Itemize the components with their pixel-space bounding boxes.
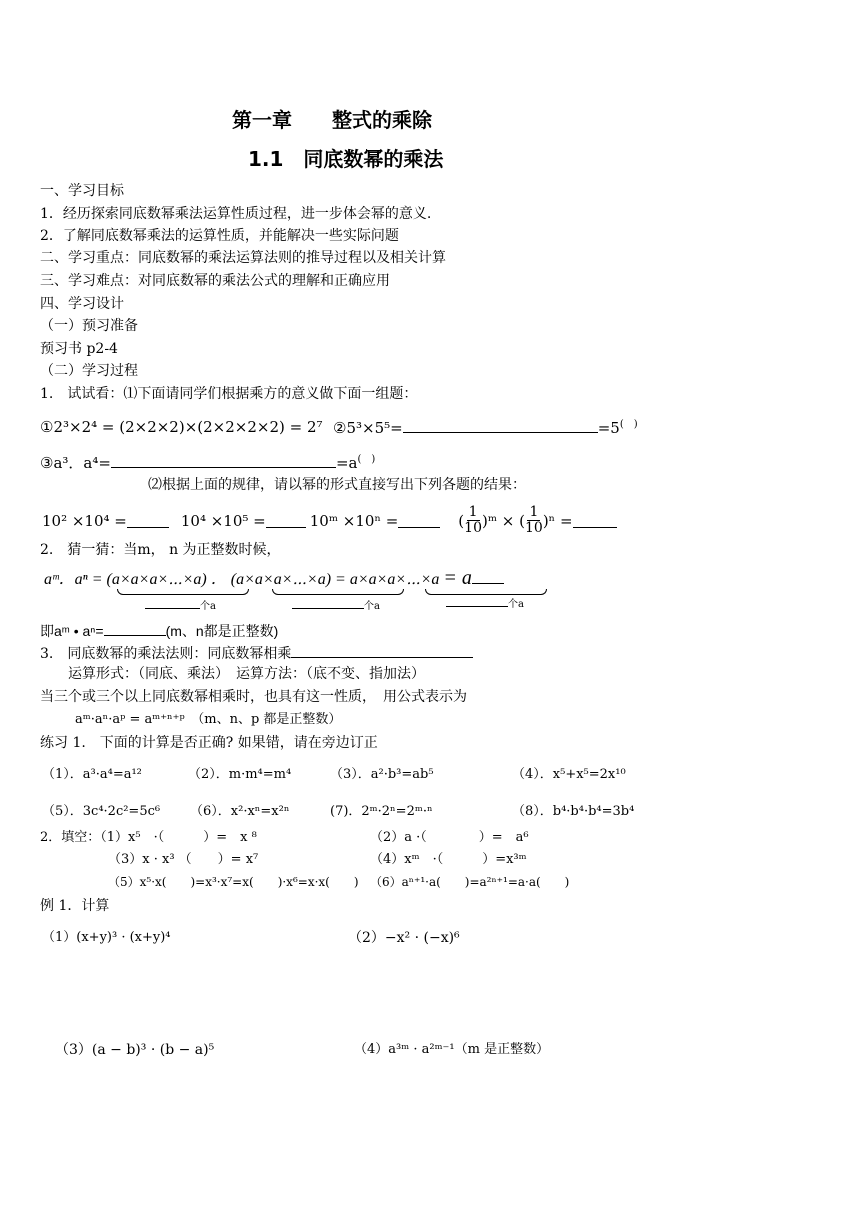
p2-d-end: )ⁿ = bbox=[542, 511, 573, 530]
frac-num: 1 bbox=[468, 504, 478, 520]
guess-formula bbox=[44, 566, 504, 590]
fill-6: （6）aⁿ⁺¹·a( )=a²ⁿ⁺¹=a·a( ) bbox=[370, 875, 570, 889]
fill-3: （3）x · x³ （ ）= x⁷ bbox=[108, 852, 259, 867]
brace-1 bbox=[117, 589, 249, 595]
key-point: 二、学习重点：同底数幂的乘法运算法则的推导过程以及相关计算 bbox=[40, 250, 446, 266]
practice-title: 练习 1. 下面的计算是否正确? 如果错，请在旁边订正 bbox=[40, 735, 378, 751]
frac-den: 10 bbox=[464, 520, 482, 537]
practice-item: （6）．x²·xⁿ=x²ⁿ bbox=[190, 804, 290, 819]
difficulty: 三、学习难点：对同底数幂的乘法公式的理解和正确应用 bbox=[40, 273, 390, 289]
part2-instruction: ⑵根据上面的规律，请以幂的形式直接写出下列各题的结果： bbox=[148, 477, 526, 493]
ex1-b-text: ②5³×5⁵= bbox=[333, 419, 403, 437]
brace-label-3 bbox=[446, 596, 524, 611]
p2-row bbox=[42, 505, 617, 537]
so-line bbox=[40, 621, 278, 640]
p2-a-blank[interactable] bbox=[127, 513, 169, 528]
brace-2 bbox=[272, 589, 404, 595]
brace-blank-2[interactable] bbox=[292, 598, 364, 609]
practice-item: (7)．2ᵐ·2ⁿ=2ᵐ·ⁿ bbox=[330, 804, 433, 819]
so-line-cond: (m、n都是正整数) bbox=[165, 623, 279, 639]
practice-item: （1）．a³·a⁴=a¹² bbox=[42, 767, 142, 782]
ex1-b-end: =5 bbox=[597, 419, 620, 437]
brace-label-text: 个a bbox=[200, 601, 216, 612]
guess-result: = a bbox=[443, 567, 472, 589]
example-4: （4）a³ᵐ · a²ᵐ⁻¹（m 是正整数） bbox=[354, 1042, 550, 1057]
objective-2: 2．了解同底数幂乘法的运算性质，并能解决一些实际问题 bbox=[40, 228, 399, 244]
guess-group-2: (a×a×a×⋯×a) bbox=[230, 571, 332, 588]
example-3: （3）(a − b)³ · (b − a)⁵ bbox=[55, 1042, 215, 1058]
brace-label-text: 个a bbox=[508, 599, 524, 610]
objective-1: 1．经历探索同底数幂乘法运算性质过程，进一步体会幂的意义. bbox=[40, 206, 432, 222]
practice-item: （2）．m·m⁴=m⁴ bbox=[188, 767, 292, 782]
p2-b-blank[interactable] bbox=[266, 513, 306, 528]
guess-dot: ． bbox=[210, 571, 227, 588]
heading-process: （二）学习过程 bbox=[40, 363, 138, 379]
heading-design: 四、学习设计 bbox=[40, 296, 124, 312]
ex1-b-blank[interactable] bbox=[403, 418, 598, 433]
practice-item: （4）．x⁵+x⁵=2x¹⁰ bbox=[512, 767, 626, 782]
p2-d-open: ( bbox=[458, 511, 465, 530]
example-title: 例 1．计算 bbox=[40, 898, 110, 914]
heading-preview: （一）预习准备 bbox=[40, 318, 138, 334]
ex1-c-blank[interactable] bbox=[111, 453, 336, 468]
brace-label-2 bbox=[292, 598, 380, 613]
guess-heading: 2. 猜一猜：当m， n 为正整数时候， bbox=[40, 542, 281, 558]
example-1: （1）(x+y)³ · (x+y)⁴ bbox=[42, 930, 171, 945]
p2-c-blank[interactable] bbox=[398, 513, 440, 528]
practice-item: （8）．b⁴·b⁴·b⁴=3b⁴ bbox=[512, 804, 635, 819]
ex1-c: ③a³．a⁴= =a( ) bbox=[40, 454, 376, 472]
fill-1: 2．填空：（1）x⁵ ·（ ）= x ⁸ bbox=[40, 830, 257, 845]
p2-b: 10⁴ ×10⁵ = bbox=[180, 511, 266, 530]
guess-group-1: (a×a×a×⋯×a) bbox=[106, 571, 207, 588]
chapter-title: 第一章 整式的乘除 bbox=[232, 108, 432, 132]
practice-item: （3）．a²·b³=ab⁵ bbox=[330, 767, 434, 782]
rule-form: 运算形式：（同底、乘法） 运算方法：（底不变、指加法） bbox=[68, 666, 425, 682]
try-it: 1. 试试看：⑴下面请同学们根据乘方的意义做下面一组题： bbox=[40, 386, 418, 402]
so-line-text: 即aᵐ • aⁿ= bbox=[40, 623, 104, 639]
p2-d-blank[interactable] bbox=[573, 513, 617, 528]
p2-c: 10ᵐ ×10ⁿ = bbox=[309, 511, 399, 530]
guess-exponent-blank[interactable] bbox=[472, 573, 504, 584]
ex1-c-text: ③a³．a⁴= bbox=[40, 454, 111, 472]
p2-fraction-1 bbox=[464, 505, 482, 537]
brace-label-1 bbox=[145, 598, 216, 613]
practice-item: （5）．3c⁴·2c²=5c⁶ bbox=[42, 804, 161, 819]
rule-text: 3. 同底数幂的乘法法则：同底数幂相乘 bbox=[40, 646, 292, 662]
fill-2: （2）a ·（ ）= a⁶ bbox=[370, 830, 529, 845]
guess-left: aᵐ．aⁿ = bbox=[44, 571, 103, 588]
fill-5: （5）x⁵·x( )=x³·x⁷=x( )·x⁶=x·x( ) bbox=[108, 875, 359, 889]
guess-equals: = bbox=[335, 571, 346, 588]
rule-line bbox=[40, 643, 473, 663]
frac-num: 1 bbox=[529, 504, 539, 520]
brace-label-text: 个a bbox=[364, 601, 380, 612]
example-2: （2）−x² · (−x)⁶ bbox=[348, 930, 460, 946]
p2-fraction-2 bbox=[525, 505, 543, 537]
brace-blank-3[interactable] bbox=[446, 596, 508, 607]
brace-3 bbox=[425, 589, 547, 595]
ex1-a: ①2³×2⁴ = (2×2×2)×(2×2×2×2) = 2⁷ bbox=[40, 418, 323, 436]
brace-blank-1[interactable] bbox=[145, 598, 200, 609]
rule-blank[interactable] bbox=[291, 643, 473, 658]
rule-three: 当三个或三个以上同底数幂相乘时，也具有这一性质， 用公式表示为 bbox=[40, 689, 467, 705]
preview-pages: 预习书 p2-4 bbox=[40, 341, 118, 357]
rule-formula: aᵐ·aⁿ·aᵖ = aᵐ⁺ⁿ⁺ᵖ （m、n、p 都是正整数） bbox=[75, 712, 342, 727]
fill-4: （4）xᵐ ·（ ）=x³ᵐ bbox=[370, 852, 527, 867]
heading-objectives: 一、学习目标 bbox=[40, 183, 124, 199]
ex1-b: ②5³×5⁵= =5( ) bbox=[333, 419, 638, 437]
so-line-blank[interactable] bbox=[104, 621, 166, 636]
p2-d-mid: )ᵐ × ( bbox=[481, 511, 525, 530]
section-title: 1.1 同底数幂的乘法 bbox=[248, 147, 444, 171]
frac-den: 10 bbox=[525, 520, 543, 537]
ex1-c-end: =a bbox=[335, 454, 358, 472]
p2-a: 10² ×10⁴ = bbox=[42, 511, 127, 530]
guess-group-3: a×a×a×⋯×a bbox=[349, 571, 440, 588]
